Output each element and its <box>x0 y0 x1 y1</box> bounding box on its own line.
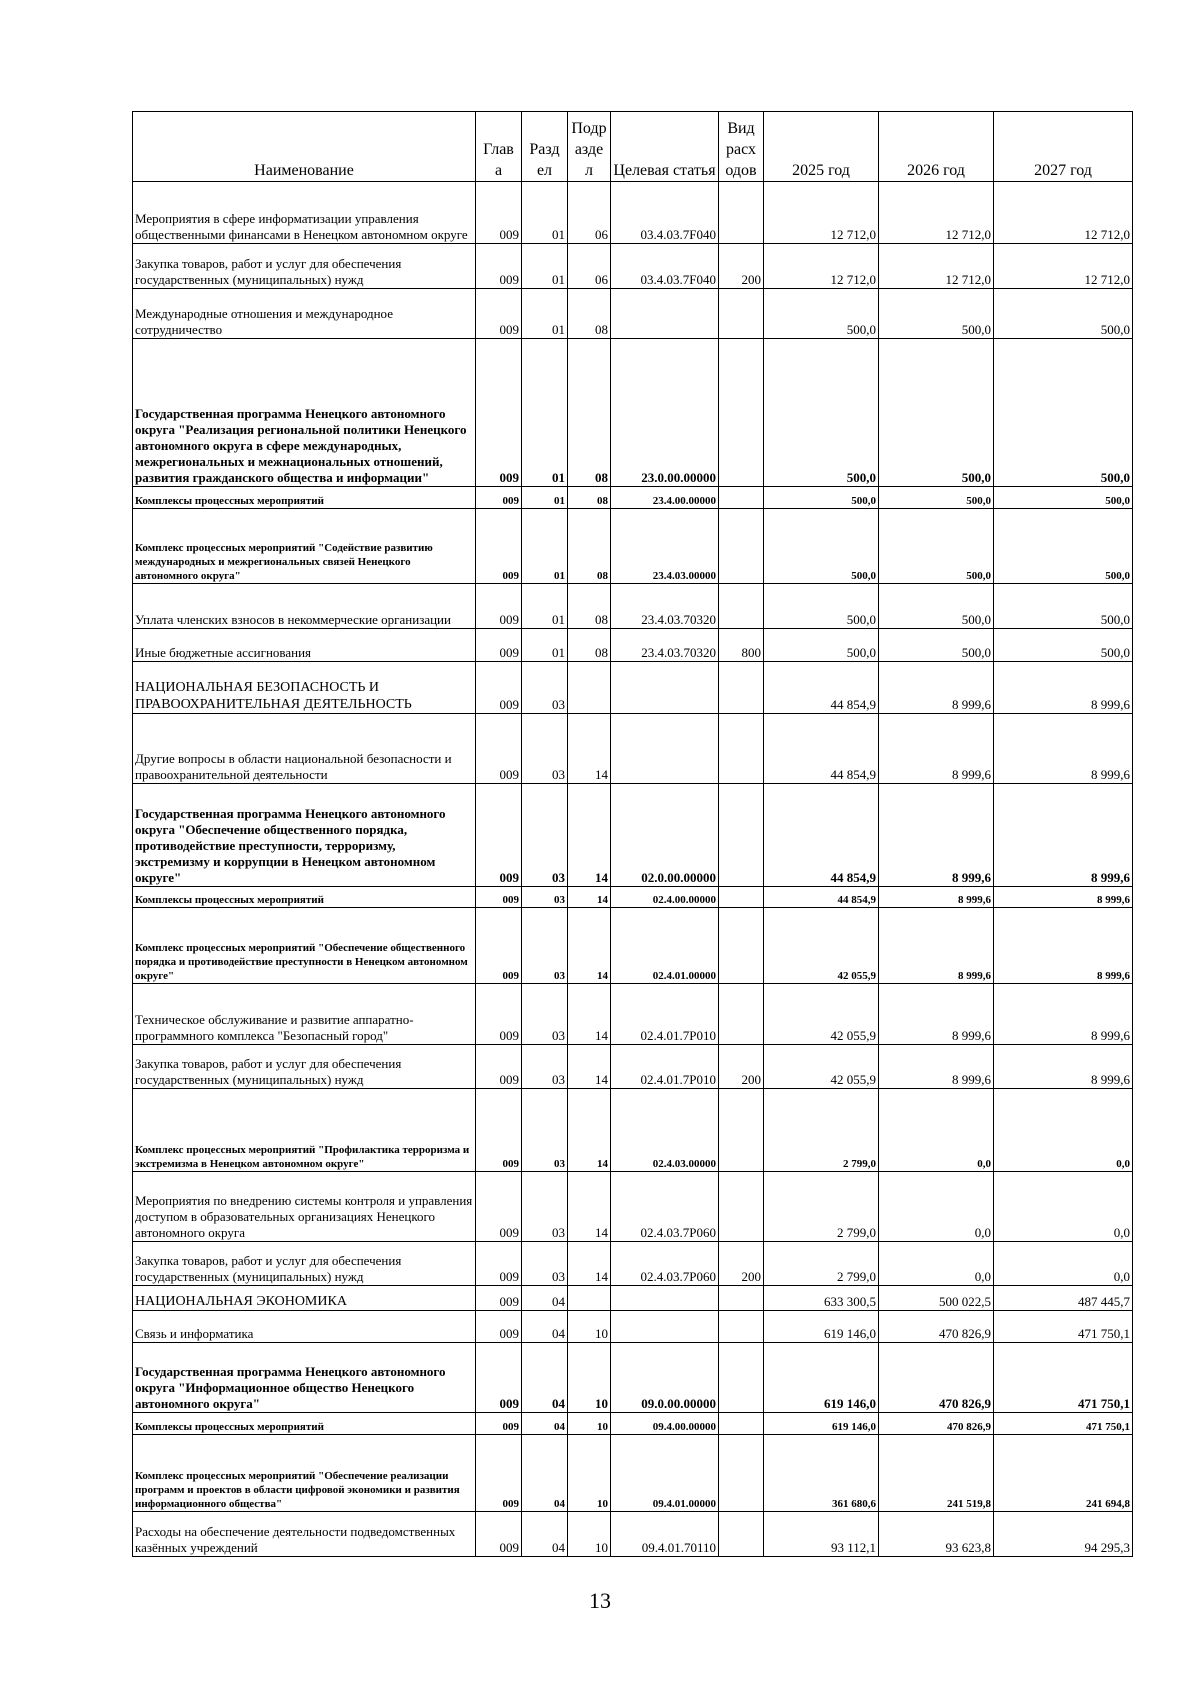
row-podrazdel <box>568 662 611 714</box>
row-2026: 470 826,9 <box>879 1311 994 1343</box>
row-podrazdel: 08 <box>568 289 611 339</box>
row-podrazdel: 10 <box>568 1311 611 1343</box>
table-row <box>133 1172 1133 1242</box>
row-podrazdel: 14 <box>568 984 611 1045</box>
row-vid <box>719 584 764 629</box>
row-glava: 009 <box>476 1286 522 1311</box>
header-2025: 2025 год <box>764 112 879 182</box>
row-razdel: 01 <box>522 339 568 487</box>
row-2025: 42 055,9 <box>764 908 879 984</box>
table-row <box>133 908 1133 984</box>
row-2026: 500,0 <box>879 487 994 509</box>
row-2026: 8 999,6 <box>879 887 994 908</box>
row-celevaya <box>611 662 719 714</box>
row-vid <box>719 1172 764 1242</box>
row-vid <box>719 662 764 714</box>
budget-table <box>132 111 1133 1557</box>
row-name: Закупка товаров, работ и услуг для обеспечения государственных (муниципальных) нужд <box>133 1045 476 1089</box>
row-2027: 8 999,6 <box>994 714 1133 784</box>
table-row <box>133 584 1133 629</box>
row-2026: 470 826,9 <box>879 1343 994 1413</box>
row-podrazdel: 08 <box>568 584 611 629</box>
row-vid <box>719 908 764 984</box>
row-celevaya: 02.4.03.7P060 <box>611 1242 719 1286</box>
row-2026: 500,0 <box>879 339 994 487</box>
row-2025: 361 680,6 <box>764 1435 879 1512</box>
row-2027: 471 750,1 <box>994 1311 1133 1343</box>
row-vid <box>719 714 764 784</box>
row-podrazdel: 10 <box>568 1512 611 1557</box>
row-glava: 009 <box>476 584 522 629</box>
table-row <box>133 1089 1133 1172</box>
table-row <box>133 339 1133 487</box>
row-razdel: 01 <box>522 182 568 244</box>
row-2025: 44 854,9 <box>764 887 879 908</box>
row-vid: 200 <box>719 244 764 289</box>
row-podrazdel: 14 <box>568 1242 611 1286</box>
row-vid <box>719 1435 764 1512</box>
row-celevaya: 23.4.03.70320 <box>611 629 719 662</box>
row-podrazdel: 06 <box>568 244 611 289</box>
row-vid <box>719 1311 764 1343</box>
row-name: Комплекс процессных мероприятий "Обеспечение общественного порядка и противодействие преступности в Ненецком автономном округе" <box>133 908 476 984</box>
row-name: НАЦИОНАЛЬНАЯ БЕЗОПАСНОСТЬ И ПРАВООХРАНИТЕЛЬНАЯ ДЕЯТЕЛЬНОСТЬ <box>133 662 476 714</box>
row-2026: 0,0 <box>879 1089 994 1172</box>
row-celevaya: 09.4.00.00000 <box>611 1413 719 1435</box>
row-vid <box>719 1286 764 1311</box>
row-2025: 44 854,9 <box>764 662 879 714</box>
row-razdel: 01 <box>522 629 568 662</box>
row-glava: 009 <box>476 784 522 887</box>
row-vid <box>719 984 764 1045</box>
row-2027: 487 445,7 <box>994 1286 1133 1311</box>
row-2027: 12 712,0 <box>994 182 1133 244</box>
row-2025: 44 854,9 <box>764 784 879 887</box>
row-glava: 009 <box>476 629 522 662</box>
row-razdel: 03 <box>522 1172 568 1242</box>
row-razdel: 03 <box>522 887 568 908</box>
row-name: Расходы на обеспечение деятельности подведомственных казённых учреждений <box>133 1512 476 1557</box>
row-2027: 500,0 <box>994 289 1133 339</box>
row-celevaya: 02.4.01.00000 <box>611 908 719 984</box>
row-glava: 009 <box>476 984 522 1045</box>
row-glava: 009 <box>476 1311 522 1343</box>
row-podrazdel: 14 <box>568 887 611 908</box>
row-2027: 0,0 <box>994 1172 1133 1242</box>
row-glava: 009 <box>476 908 522 984</box>
table-row <box>133 1413 1133 1435</box>
row-vid: 200 <box>719 1242 764 1286</box>
row-name: Государственная программа Ненецкого автономного округа "Информационное общество Ненецкого автономного округа" <box>133 1343 476 1413</box>
table-row <box>133 784 1133 887</box>
row-2027: 0,0 <box>994 1089 1133 1172</box>
row-name: Закупка товаров, работ и услуг для обеспечения государственных (муниципальных) нужд <box>133 1242 476 1286</box>
table-row <box>133 244 1133 289</box>
row-celevaya: 09.0.00.00000 <box>611 1343 719 1413</box>
row-glava: 009 <box>476 1343 522 1413</box>
row-2025: 12 712,0 <box>764 244 879 289</box>
row-vid <box>719 487 764 509</box>
row-celevaya <box>611 289 719 339</box>
row-razdel: 03 <box>522 908 568 984</box>
row-2026: 470 826,9 <box>879 1413 994 1435</box>
row-glava: 009 <box>476 487 522 509</box>
row-2027: 500,0 <box>994 339 1133 487</box>
row-vid <box>719 1343 764 1413</box>
row-razdel: 04 <box>522 1413 568 1435</box>
header-2027: 2027 год <box>994 112 1133 182</box>
table-row <box>133 1045 1133 1089</box>
row-glava: 009 <box>476 182 522 244</box>
row-glava: 009 <box>476 887 522 908</box>
row-razdel: 03 <box>522 784 568 887</box>
row-podrazdel: 14 <box>568 908 611 984</box>
row-name: Государственная программа Ненецкого автономного округа "Обеспечение общественного порядка, противодействие преступности, терроризму, экстремизму и коррупции в Ненецком автономном округе" <box>133 784 476 887</box>
row-razdel: 01 <box>522 244 568 289</box>
row-2025: 500,0 <box>764 339 879 487</box>
table-row <box>133 182 1133 244</box>
row-vid <box>719 784 764 887</box>
row-glava: 009 <box>476 1172 522 1242</box>
row-2025: 500,0 <box>764 629 879 662</box>
row-podrazdel: 06 <box>568 182 611 244</box>
table-row <box>133 714 1133 784</box>
header-name: Наименование <box>133 112 476 182</box>
row-2026: 8 999,6 <box>879 784 994 887</box>
table-row <box>133 1242 1133 1286</box>
row-name: Мероприятия в сфере информатизации управления общественными финансами в Ненецком автономном округе <box>133 182 476 244</box>
row-vid: 800 <box>719 629 764 662</box>
row-2025: 2 799,0 <box>764 1089 879 1172</box>
row-podrazdel: 14 <box>568 1045 611 1089</box>
row-2027: 8 999,6 <box>994 784 1133 887</box>
row-celevaya: 23.4.03.70320 <box>611 584 719 629</box>
row-2027: 500,0 <box>994 509 1133 584</box>
row-name: Комплекс процессных мероприятий "Профилактика терроризма и экстремизма в Ненецком автономном округе" <box>133 1089 476 1172</box>
row-vid <box>719 289 764 339</box>
row-2026: 12 712,0 <box>879 182 994 244</box>
row-razdel: 03 <box>522 662 568 714</box>
row-2026: 8 999,6 <box>879 1045 994 1089</box>
table-row <box>133 1343 1133 1413</box>
row-podrazdel: 14 <box>568 784 611 887</box>
row-2027: 241 694,8 <box>994 1435 1133 1512</box>
row-vid <box>719 509 764 584</box>
row-2027: 0,0 <box>994 1242 1133 1286</box>
row-celevaya: 23.4.03.00000 <box>611 509 719 584</box>
table-row <box>133 629 1133 662</box>
row-2026: 500 022,5 <box>879 1286 994 1311</box>
row-2025: 500,0 <box>764 509 879 584</box>
row-razdel: 04 <box>522 1286 568 1311</box>
row-celevaya: 09.4.01.70110 <box>611 1512 719 1557</box>
row-2027: 8 999,6 <box>994 662 1133 714</box>
row-name: Мероприятия по внедрению системы контроля и управления доступом в образовательных организациях Ненецкого автономного округа <box>133 1172 476 1242</box>
row-name: Уплата членских взносов в некоммерческие организации <box>133 584 476 629</box>
row-2027: 8 999,6 <box>994 887 1133 908</box>
row-podrazdel: 14 <box>568 1089 611 1172</box>
row-celevaya <box>611 1286 719 1311</box>
row-celevaya: 23.0.00.00000 <box>611 339 719 487</box>
row-name: Комплексы процессных мероприятий <box>133 487 476 509</box>
row-name: Техническое обслуживание и развитие аппаратно-программного комплекса "Безопасный город" <box>133 984 476 1045</box>
row-vid <box>719 1512 764 1557</box>
row-glava: 009 <box>476 1045 522 1089</box>
table-row <box>133 984 1133 1045</box>
row-podrazdel: 14 <box>568 1172 611 1242</box>
row-vid <box>719 182 764 244</box>
row-2026: 8 999,6 <box>879 662 994 714</box>
row-celevaya: 02.4.00.00000 <box>611 887 719 908</box>
row-razdel: 04 <box>522 1343 568 1413</box>
row-celevaya: 09.4.01.00000 <box>611 1435 719 1512</box>
header-podrazdel: Подр азде л <box>568 112 611 182</box>
row-2025: 93 112,1 <box>764 1512 879 1557</box>
table-row <box>133 289 1133 339</box>
row-2027: 8 999,6 <box>994 908 1133 984</box>
row-2025: 12 712,0 <box>764 182 879 244</box>
row-celevaya: 02.4.01.7P010 <box>611 1045 719 1089</box>
row-podrazdel: 10 <box>568 1435 611 1512</box>
row-2026: 8 999,6 <box>879 714 994 784</box>
row-celevaya <box>611 714 719 784</box>
row-2025: 42 055,9 <box>764 984 879 1045</box>
row-name: Комплекс процессных мероприятий "Содействие развитию международных и межрегиональных связей Ненецкого автономного округа" <box>133 509 476 584</box>
row-podrazdel: 08 <box>568 509 611 584</box>
row-razdel: 03 <box>522 714 568 784</box>
row-podrazdel <box>568 1286 611 1311</box>
row-glava: 009 <box>476 339 522 487</box>
row-2026: 12 712,0 <box>879 244 994 289</box>
row-name: Другие вопросы в области национальной безопасности и правоохранительной деятельности <box>133 714 476 784</box>
row-vid <box>719 339 764 487</box>
table-row <box>133 1435 1133 1512</box>
row-2027: 12 712,0 <box>994 244 1133 289</box>
row-celevaya: 03.4.03.7F040 <box>611 244 719 289</box>
header-razdel: Разд ел <box>522 112 568 182</box>
row-2025: 42 055,9 <box>764 1045 879 1089</box>
row-2026: 93 623,8 <box>879 1512 994 1557</box>
row-2026: 8 999,6 <box>879 984 994 1045</box>
header-vid: Вид расх одов <box>719 112 764 182</box>
table-row <box>133 887 1133 908</box>
row-2025: 500,0 <box>764 487 879 509</box>
row-name: НАЦИОНАЛЬНАЯ ЭКОНОМИКА <box>133 1286 476 1311</box>
table-row <box>133 1286 1133 1311</box>
table-row <box>133 487 1133 509</box>
row-razdel: 03 <box>522 984 568 1045</box>
row-2025: 633 300,5 <box>764 1286 879 1311</box>
row-2026: 500,0 <box>879 629 994 662</box>
row-glava: 009 <box>476 1435 522 1512</box>
row-name: Комплекс процессных мероприятий "Обеспечение реализации программ и проектов в области цифровой экономики и развития информационного общества" <box>133 1435 476 1512</box>
table-row <box>133 1311 1133 1343</box>
row-celevaya: 23.4.00.00000 <box>611 487 719 509</box>
row-razdel: 03 <box>522 1045 568 1089</box>
row-2025: 2 799,0 <box>764 1242 879 1286</box>
row-razdel: 04 <box>522 1311 568 1343</box>
row-podrazdel: 10 <box>568 1343 611 1413</box>
row-2027: 500,0 <box>994 487 1133 509</box>
row-glava: 009 <box>476 289 522 339</box>
row-name: Связь и информатика <box>133 1311 476 1343</box>
row-podrazdel: 10 <box>568 1413 611 1435</box>
row-2027: 8 999,6 <box>994 1045 1133 1089</box>
row-vid: 200 <box>719 1045 764 1089</box>
table-header-row <box>133 112 1133 182</box>
row-2026: 8 999,6 <box>879 908 994 984</box>
row-2025: 619 146,0 <box>764 1413 879 1435</box>
page-number: 13 <box>589 1588 611 1613</box>
row-celevaya: 03.4.03.7F040 <box>611 182 719 244</box>
row-name: Комплексы процессных мероприятий <box>133 887 476 908</box>
row-2027: 500,0 <box>994 629 1133 662</box>
row-glava: 009 <box>476 662 522 714</box>
row-podrazdel: 08 <box>568 339 611 487</box>
header-celevaya: Целевая статья <box>611 112 719 182</box>
row-2027: 500,0 <box>994 584 1133 629</box>
row-2027: 8 999,6 <box>994 984 1133 1045</box>
row-vid <box>719 1413 764 1435</box>
row-podrazdel: 14 <box>568 714 611 784</box>
row-2025: 619 146,0 <box>764 1343 879 1413</box>
row-podrazdel: 08 <box>568 629 611 662</box>
row-name: Государственная программа Ненецкого автономного округа "Реализация региональной политики Ненецкого автономного округа в сфере международных, межрегиональных и межнациональных отношений, развития гражданского общества и информации" <box>133 339 476 487</box>
row-glava: 009 <box>476 1242 522 1286</box>
row-vid <box>719 1089 764 1172</box>
row-celevaya: 02.4.03.7P060 <box>611 1172 719 1242</box>
table-row <box>133 509 1133 584</box>
row-razdel: 01 <box>522 289 568 339</box>
row-2025: 619 146,0 <box>764 1311 879 1343</box>
row-name: Международные отношения и международное сотрудничество <box>133 289 476 339</box>
row-2027: 471 750,1 <box>994 1343 1133 1413</box>
row-celevaya <box>611 1311 719 1343</box>
row-2026: 0,0 <box>879 1172 994 1242</box>
row-glava: 009 <box>476 714 522 784</box>
row-2026: 241 519,8 <box>879 1435 994 1512</box>
row-razdel: 04 <box>522 1435 568 1512</box>
row-2027: 94 295,3 <box>994 1512 1133 1557</box>
row-2025: 500,0 <box>764 289 879 339</box>
row-2026: 500,0 <box>879 584 994 629</box>
row-vid <box>719 887 764 908</box>
row-celevaya: 02.4.03.00000 <box>611 1089 719 1172</box>
row-2026: 0,0 <box>879 1242 994 1286</box>
table-row <box>133 662 1133 714</box>
row-2025: 44 854,9 <box>764 714 879 784</box>
row-name: Иные бюджетные ассигнования <box>133 629 476 662</box>
row-razdel: 01 <box>522 584 568 629</box>
row-podrazdel: 08 <box>568 487 611 509</box>
row-glava: 009 <box>476 244 522 289</box>
row-2025: 2 799,0 <box>764 1172 879 1242</box>
row-2025: 500,0 <box>764 584 879 629</box>
row-glava: 009 <box>476 1512 522 1557</box>
row-razdel: 03 <box>522 1242 568 1286</box>
table-row <box>133 1512 1133 1557</box>
row-2026: 500,0 <box>879 289 994 339</box>
row-razdel: 01 <box>522 487 568 509</box>
row-razdel: 01 <box>522 509 568 584</box>
header-2026: 2026 год <box>879 112 994 182</box>
row-glava: 009 <box>476 509 522 584</box>
row-celevaya: 02.0.00.00000 <box>611 784 719 887</box>
header-glava: Глав а <box>476 112 522 182</box>
row-glava: 009 <box>476 1413 522 1435</box>
row-name: Комплексы процессных мероприятий <box>133 1413 476 1435</box>
row-name: Закупка товаров, работ и услуг для обеспечения государственных (муниципальных) нужд <box>133 244 476 289</box>
row-glava: 009 <box>476 1089 522 1172</box>
row-razdel: 04 <box>522 1512 568 1557</box>
row-razdel: 03 <box>522 1089 568 1172</box>
row-2026: 500,0 <box>879 509 994 584</box>
row-celevaya: 02.4.01.7P010 <box>611 984 719 1045</box>
row-2027: 471 750,1 <box>994 1413 1133 1435</box>
